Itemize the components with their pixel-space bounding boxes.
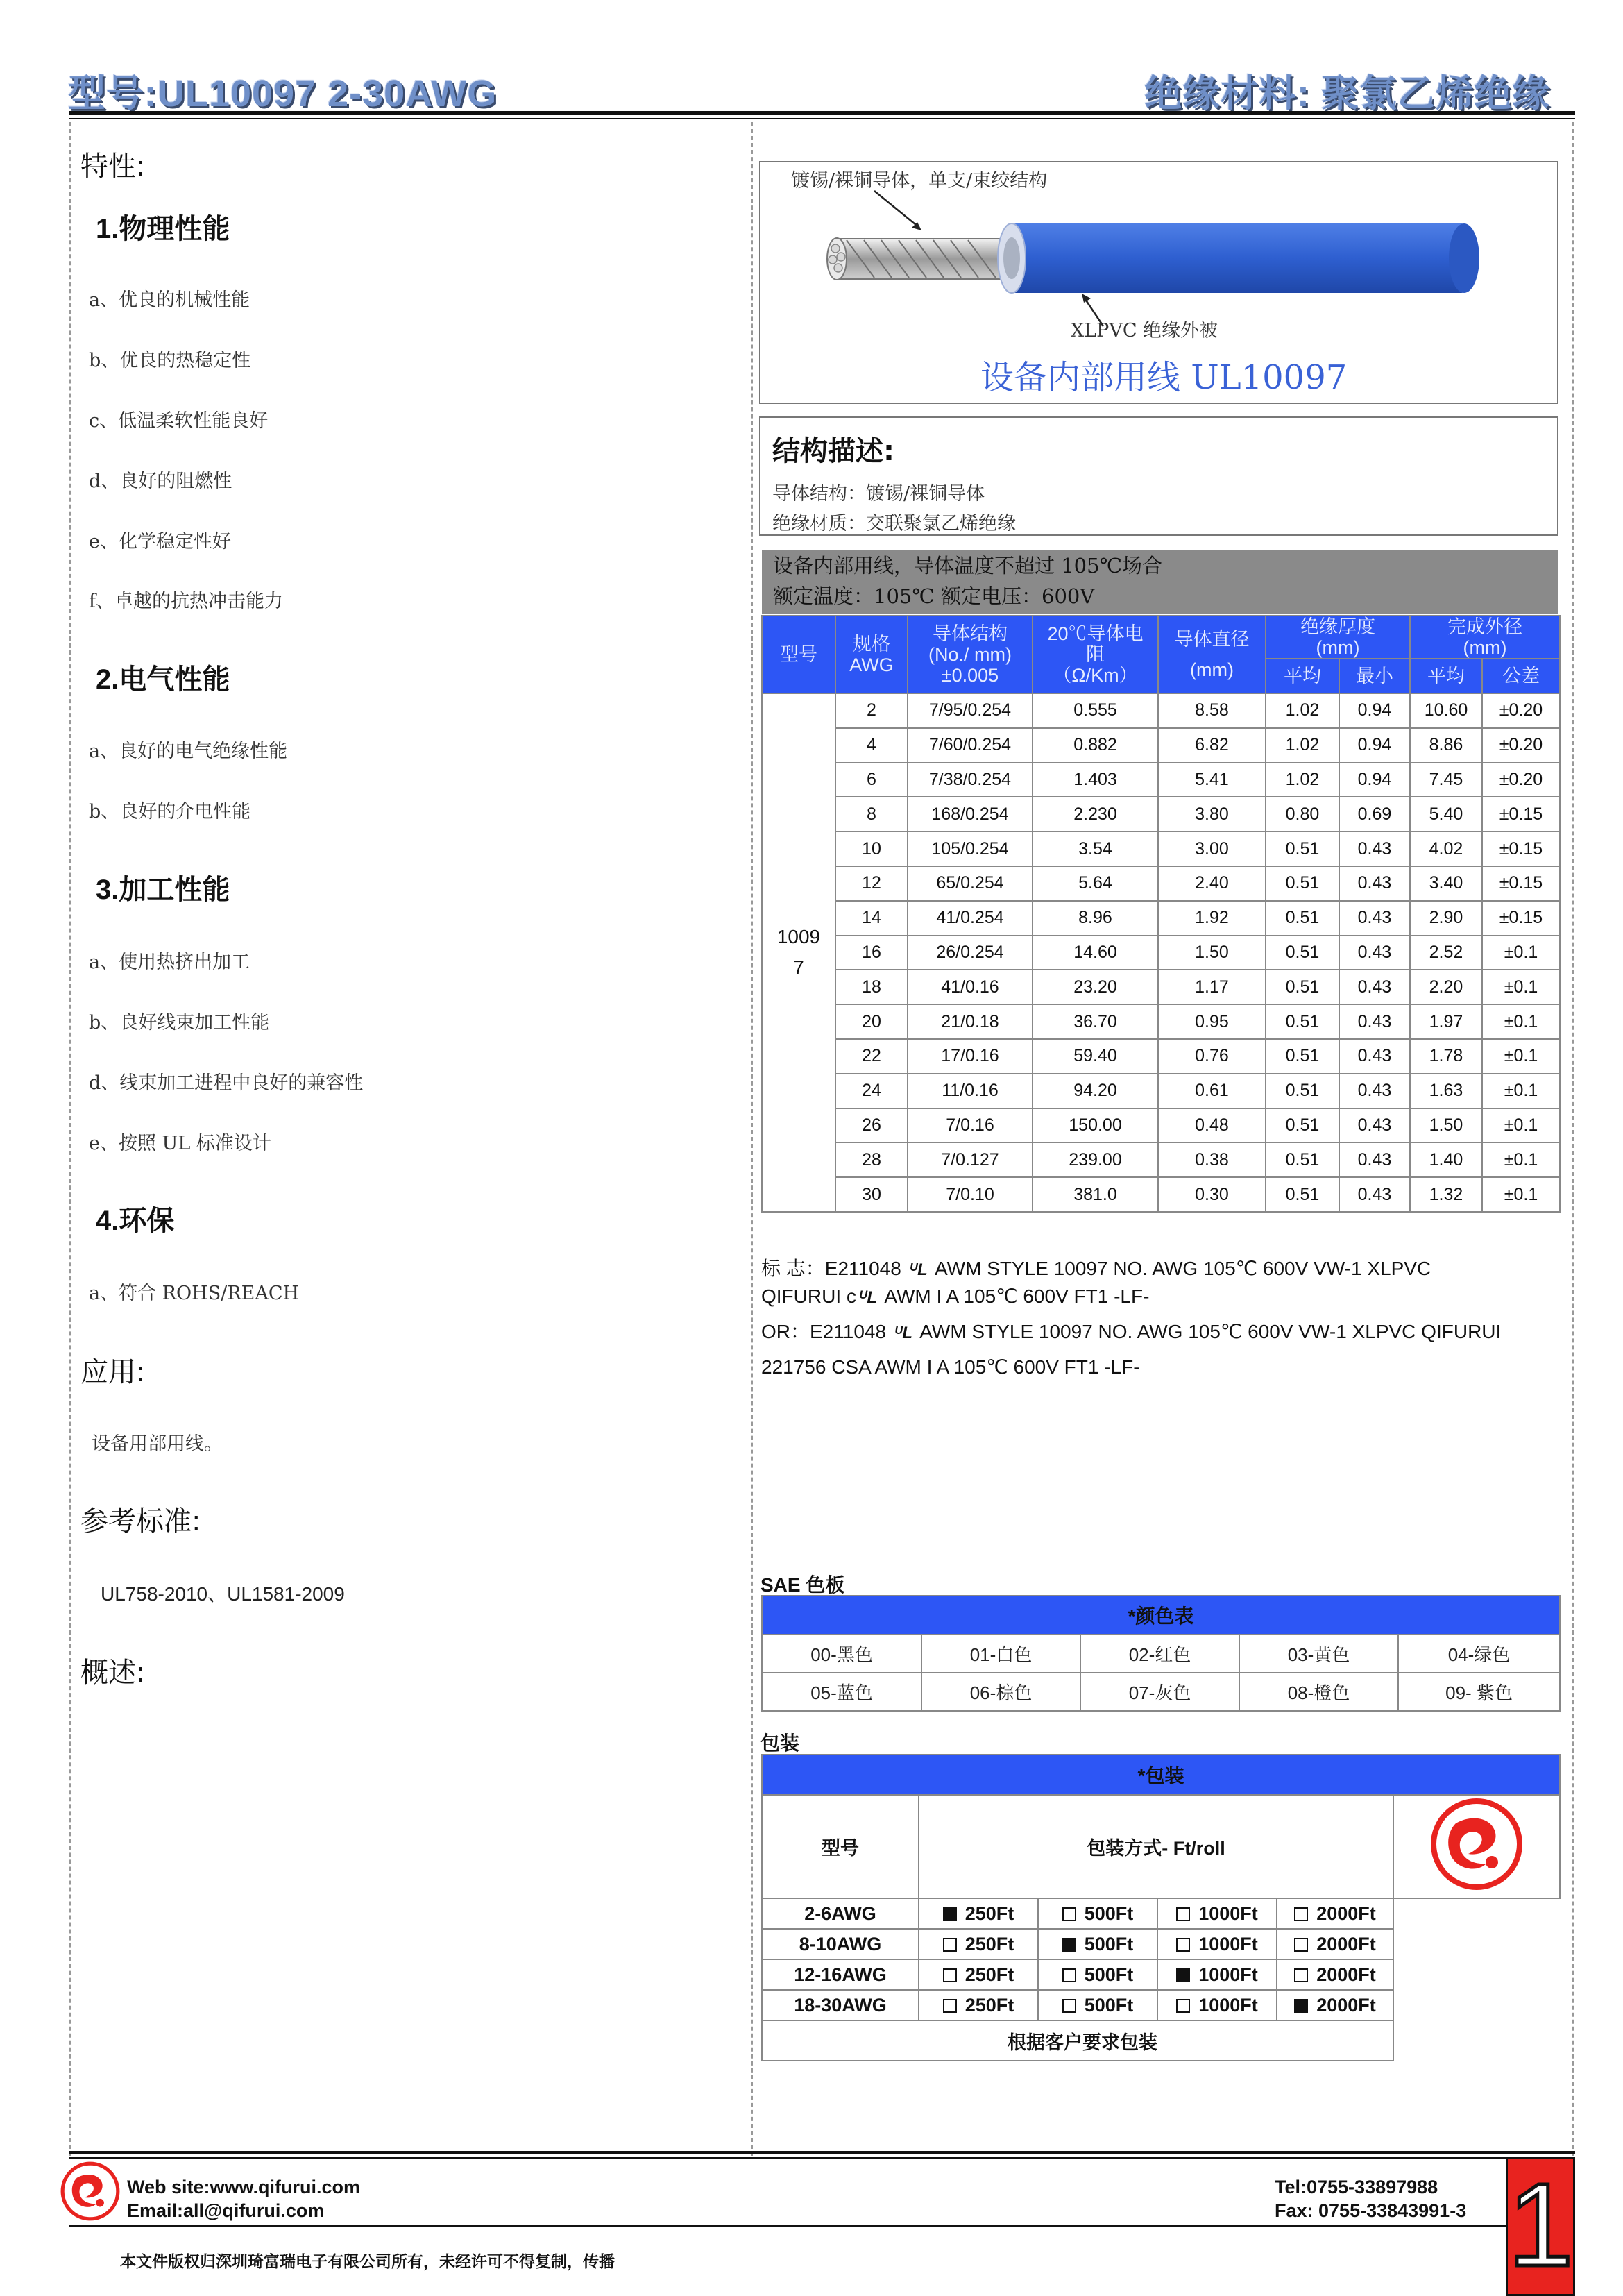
table-cell: 14: [835, 901, 908, 936]
table-cell: ±0.1: [1482, 1074, 1560, 1108]
marking-line-3: OR：E211048 ᵁL AWM STYLE 10097 NO. AWG 105℃ 600V VW-1 XLPVC QIFURUI: [761, 1321, 1502, 1342]
page-number-box: [1506, 2157, 1575, 2296]
table-cell: 17/0.16: [908, 1039, 1033, 1074]
diagram-title: 设备内部用线 UL10097: [980, 358, 1348, 397]
table-cell: 0.555: [1033, 693, 1158, 728]
packaging-model: 18-30AWG: [762, 1990, 919, 2020]
page-number: 1: [1508, 2159, 1574, 2291]
table-cell: 7/95/0.254: [908, 693, 1033, 728]
table-cell: 1.50: [1410, 1108, 1482, 1143]
packaging-option-label: 250Ft: [965, 1902, 1014, 1924]
table-cell: 7/0.16: [908, 1108, 1033, 1143]
packaging-option-label: 1000Ft: [1198, 1902, 1258, 1924]
table-cell: 0.48: [1158, 1108, 1266, 1143]
packaging-option: [919, 1990, 1038, 2020]
table-cell: 0.43: [1339, 1039, 1410, 1074]
list-item: a、符合 ROHS/REACH: [89, 1283, 300, 1304]
table-cell: 7/60/0.254: [908, 728, 1033, 763]
packaging-row: [762, 1929, 1560, 1959]
packaging-option-label: 2000Ft: [1316, 1994, 1376, 2016]
table-cell: ±0.1: [1482, 1004, 1560, 1039]
table-cell: 8.96: [1033, 901, 1158, 936]
standard-text: UL758-2010、UL1581-2009: [101, 1583, 345, 1605]
packaging-option: [1277, 1959, 1393, 1990]
table-cell: 6.82: [1158, 728, 1266, 763]
col-header-model: 型号: [762, 616, 835, 693]
table-cell: 1.17: [1158, 970, 1266, 1004]
col-header-avg-outer: 平均: [1410, 659, 1482, 693]
table-cell: 0.80: [1266, 797, 1339, 832]
marking-line-2: QIFURUI c ᵁL AWM I A 105℃ 600V FT1 -LF-: [761, 1285, 1150, 1307]
packaging-model: 12-16AWG: [762, 1959, 919, 1990]
table-cell: 0.94: [1339, 693, 1410, 728]
model-cell: 1009 7: [762, 693, 835, 1212]
group-heading-electrical: 2.电气性能: [96, 664, 230, 695]
unchecked-box-icon: [1176, 1999, 1190, 2013]
table-cell: 1.32: [1410, 1177, 1482, 1212]
unchecked-box-icon: [943, 1968, 957, 1982]
packaging-col-method: 包装方式- Ft/roll: [919, 1795, 1393, 1898]
table-row: [762, 1039, 1560, 1074]
table-row: [762, 1108, 1560, 1143]
col-header-thickness: 绝缘厚度 (mm): [1266, 616, 1410, 659]
application-heading: 应用:: [80, 1356, 146, 1388]
color-cell: 03-黄色: [1239, 1635, 1398, 1673]
packaging-option: [1157, 1990, 1277, 2020]
table-cell: 16: [835, 936, 908, 970]
cable-illustration: [826, 187, 1485, 333]
packaging-option-label: 250Ft: [965, 1994, 1014, 2016]
table-cell: 41/0.254: [908, 901, 1033, 936]
color-cell: 07-灰色: [1080, 1673, 1239, 1711]
table-row: [762, 797, 1560, 832]
table-cell: 59.40: [1033, 1039, 1158, 1074]
table-cell: 20: [835, 1004, 908, 1039]
table-cell: 0.43: [1339, 936, 1410, 970]
footer-divider: [69, 2225, 1506, 2227]
packaging-col-model: 型号: [762, 1795, 919, 1898]
overview-heading: 概述:: [80, 1657, 146, 1689]
rating-banner: [762, 550, 1558, 614]
packaging-caption: *包装: [762, 1755, 1560, 1795]
table-cell: 0.43: [1339, 1108, 1410, 1143]
table-cell: ±0.1: [1482, 1108, 1560, 1143]
table-cell: 0.51: [1266, 1004, 1339, 1039]
table-cell: ±0.1: [1482, 936, 1560, 970]
color-cell: 09- 紫色: [1398, 1673, 1560, 1711]
table-cell: ±0.15: [1482, 797, 1560, 832]
rating-line-2: 额定温度：105℃ 额定电压：600V: [773, 584, 1095, 608]
table-cell: 6: [835, 763, 908, 797]
packaging-option-label: 500Ft: [1084, 1933, 1134, 1955]
table-cell: 0.43: [1339, 1004, 1410, 1039]
list-item: d、线束加工进程中良好的兼容性: [89, 1072, 364, 1094]
unchecked-box-icon: [1176, 1907, 1190, 1921]
list-item: e、按照 UL 标准设计: [89, 1133, 271, 1154]
table-row: [762, 936, 1560, 970]
ul-mark-icon: ᵁL: [894, 1324, 913, 1342]
packaging-title: 包装: [760, 1732, 800, 1754]
packaging-option-label: 2000Ft: [1316, 1964, 1376, 1985]
table-cell: ±0.1: [1482, 970, 1560, 1004]
table-cell: 1.40: [1410, 1142, 1482, 1177]
color-cell: 02-红色: [1080, 1635, 1239, 1673]
marking-line-1: 标 志：E211048 ᵁL AWM STYLE 10097 NO. AWG 105℃ 600V VW-1 XLPVC: [761, 1258, 1431, 1279]
col-header-awg: 规格 AWG: [835, 616, 908, 693]
table-cell: 7/0.10: [908, 1177, 1033, 1212]
table-cell: 2.40: [1158, 866, 1266, 901]
marking-line-4: 221756 CSA AWM I A 105℃ 600V FT1 -LF-: [761, 1356, 1140, 1378]
packaging-row: [762, 1990, 1560, 2020]
table-cell: ±0.20: [1482, 693, 1560, 728]
packaging-option: [1038, 1929, 1157, 1959]
col-header-diameter: 导体直径 (mm): [1158, 616, 1266, 693]
packaging-option: [1038, 1898, 1157, 1929]
checked-box-icon: [1176, 1968, 1190, 1982]
table-cell: 36.70: [1033, 1004, 1158, 1039]
table-cell: 0.69: [1339, 797, 1410, 832]
table-cell: 3.54: [1033, 832, 1158, 866]
table-cell: 4.02: [1410, 832, 1482, 866]
frame-right-border: [1572, 122, 1574, 2156]
packaging-option: [1157, 1898, 1277, 1929]
brand-logo-cell: [1393, 1795, 1560, 1898]
list-item: b、良好的介电性能: [89, 801, 251, 822]
list-item: f、卓越的抗热冲击能力: [89, 591, 283, 612]
table-cell: 30: [835, 1177, 908, 1212]
list-item: a、优良的机械性能: [89, 289, 250, 311]
packaging-option: [1038, 1990, 1157, 2020]
table-cell: 0.43: [1339, 832, 1410, 866]
checked-box-icon: [943, 1907, 957, 1921]
packaging-option-label: 2000Ft: [1316, 1933, 1376, 1955]
table-cell: ±0.15: [1482, 832, 1560, 866]
packaging-option: [1277, 1898, 1393, 1929]
table-cell: 22: [835, 1039, 908, 1074]
list-item: c、低温柔软性能良好: [89, 410, 269, 432]
packaging-option: [1277, 1929, 1393, 1959]
packaging-model: 2-6AWG: [762, 1898, 919, 1929]
table-row: [762, 1004, 1560, 1039]
footer-email: Email:all@qifurui.com: [127, 2200, 325, 2221]
table-cell: 0.51: [1266, 1039, 1339, 1074]
table-row: [762, 728, 1560, 763]
rating-line-1: 设备内部用线，导体温度不超过 105℃场合: [773, 554, 1163, 577]
table-cell: 1.50: [1158, 936, 1266, 970]
table-row: [762, 1177, 1560, 1212]
list-item: d、良好的阻燃性: [89, 471, 232, 492]
table-cell: 5.41: [1158, 763, 1266, 797]
table-cell: 0.51: [1266, 1142, 1339, 1177]
unchecked-box-icon: [1294, 1907, 1308, 1921]
table-cell: 0.51: [1266, 1074, 1339, 1108]
footer-copyright: 本文件版权归深圳琦富瑞电子有限公司所有，未经许可不得复制，传播: [120, 2253, 615, 2271]
checked-box-icon: [1062, 1938, 1076, 1952]
color-board-title: SAE 色板: [760, 1574, 845, 1596]
unchecked-box-icon: [1062, 1907, 1076, 1921]
table-cell: 26/0.254: [908, 936, 1033, 970]
table-cell: 0.51: [1266, 901, 1339, 936]
list-item: a、使用热挤出加工: [89, 952, 250, 973]
table-cell: 0.43: [1339, 1142, 1410, 1177]
list-item: b、良好线束加工性能: [89, 1012, 270, 1033]
table-cell: 8.58: [1158, 693, 1266, 728]
table-cell: 0.94: [1339, 728, 1410, 763]
table-cell: 0.43: [1339, 901, 1410, 936]
characteristics-heading: 特性:: [80, 151, 146, 183]
packaging-option: [1277, 1990, 1393, 2020]
table-cell: ±0.20: [1482, 763, 1560, 797]
table-cell: 0.43: [1339, 970, 1410, 1004]
table-row: [762, 901, 1560, 936]
table-cell: 8.86: [1410, 728, 1482, 763]
insulation-label: XLPVC 绝缘外被: [1071, 320, 1218, 341]
packaging-row: [762, 1898, 1560, 1929]
table-cell: 0.38: [1158, 1142, 1266, 1177]
application-text: 设备用部用线。: [92, 1433, 223, 1455]
packaging-option-label: 2000Ft: [1316, 1902, 1376, 1924]
conductor-structure: 导体结构：镀锡/裸铜导体: [772, 483, 985, 505]
table-cell: 65/0.254: [908, 866, 1033, 901]
standard-heading: 参考标准:: [80, 1505, 201, 1537]
unchecked-box-icon: [1176, 1938, 1190, 1952]
table-cell: 0.43: [1339, 1074, 1410, 1108]
footer-rule: [69, 2151, 1575, 2154]
column-divider: [751, 122, 753, 2156]
table-cell: 0.43: [1339, 1177, 1410, 1212]
packaging-option: [1038, 1959, 1157, 1990]
ul-mark-icon: ᵁL: [858, 1288, 878, 1307]
color-table-caption: *颜色表: [762, 1596, 1560, 1635]
table-cell: 1.97: [1410, 1004, 1482, 1039]
packaging-option: [1157, 1929, 1277, 1959]
table-row: [762, 763, 1560, 797]
packaging-option-label: 1000Ft: [1198, 1933, 1258, 1955]
packaging-note: 根据客户要求包装: [762, 2020, 1393, 2061]
table-cell: 12: [835, 866, 908, 901]
col-header-structure: 导体结构 (No./ mm) ±0.005: [908, 616, 1033, 693]
table-cell: ±0.1: [1482, 1142, 1560, 1177]
header-rule-thin: [69, 118, 1575, 119]
color-table: [761, 1595, 1561, 1712]
table-cell: 7.45: [1410, 763, 1482, 797]
packaging-option-label: 500Ft: [1084, 1994, 1134, 2016]
packaging-option-label: 250Ft: [965, 1933, 1014, 1955]
color-cell: 00-黑色: [762, 1635, 921, 1673]
table-cell: 1.403: [1033, 763, 1158, 797]
table-cell: 1.02: [1266, 763, 1339, 797]
packaging-option-label: 1000Ft: [1198, 1994, 1258, 2016]
table-cell: 7/38/0.254: [908, 763, 1033, 797]
col-header-resistance: 20℃导体电 阻 （Ω/Km）: [1033, 616, 1158, 693]
table-cell: 41/0.16: [908, 970, 1033, 1004]
table-cell: 0.882: [1033, 728, 1158, 763]
packaging-option-label: 500Ft: [1084, 1964, 1134, 1985]
table-row: [762, 970, 1560, 1004]
table-cell: 0.51: [1266, 1177, 1339, 1212]
table-cell: 0.94: [1339, 763, 1410, 797]
packaging-row: [762, 1959, 1560, 1990]
table-cell: 1.78: [1410, 1039, 1482, 1074]
packaging-option-label: 1000Ft: [1198, 1964, 1258, 1985]
unchecked-box-icon: [1062, 1968, 1076, 1982]
packaging-option-label: 500Ft: [1084, 1902, 1134, 1924]
table-cell: 10.60: [1410, 693, 1482, 728]
ul-mark-icon: ᵁL: [909, 1260, 928, 1279]
table-cell: 0.51: [1266, 1108, 1339, 1143]
table-row: [762, 1074, 1560, 1108]
table-cell: 4: [835, 728, 908, 763]
table-cell: 168/0.254: [908, 797, 1033, 832]
table-row: [762, 866, 1560, 901]
table-cell: 2.52: [1410, 936, 1482, 970]
list-item: a、良好的电气绝缘性能: [89, 741, 288, 762]
table-cell: 1.63: [1410, 1074, 1482, 1108]
insulation-material: 绝缘材质：交联聚氯乙烯绝缘: [772, 513, 1016, 534]
packaging-option: [919, 1898, 1038, 1929]
structure-heading: 结构描述:: [772, 435, 894, 467]
table-cell: 2.230: [1033, 797, 1158, 832]
table-cell: 2: [835, 693, 908, 728]
table-row: [762, 1142, 1560, 1177]
col-header-min: 最小: [1339, 659, 1410, 693]
table-cell: 2.20: [1410, 970, 1482, 1004]
frame-left-border: [69, 122, 71, 2156]
spec-table: [761, 615, 1561, 1213]
table-cell: 0.51: [1266, 866, 1339, 901]
insulation-material-title: 绝缘材料: 聚氯乙烯绝缘: [1144, 73, 1550, 115]
table-cell: 150.00: [1033, 1108, 1158, 1143]
table-cell: 24: [835, 1074, 908, 1108]
table-cell: ±0.1: [1482, 1039, 1560, 1074]
unchecked-box-icon: [943, 1999, 957, 2013]
unchecked-box-icon: [1294, 1938, 1308, 1952]
table-cell: 0.51: [1266, 970, 1339, 1004]
table-cell: 1.02: [1266, 693, 1339, 728]
table-cell: 11/0.16: [908, 1074, 1033, 1108]
color-cell: 06-棕色: [921, 1673, 1080, 1711]
table-cell: 3.40: [1410, 866, 1482, 901]
conductor-label: 镀锡/裸铜导体，单支/束绞结构: [791, 170, 1048, 192]
unchecked-box-icon: [1062, 1999, 1076, 2013]
table-cell: 105/0.254: [908, 832, 1033, 866]
table-cell: 21/0.18: [908, 1004, 1033, 1039]
table-cell: 2.90: [1410, 901, 1482, 936]
packaging-option: [1157, 1959, 1277, 1990]
packaging-option-label: 250Ft: [965, 1964, 1014, 1985]
checked-box-icon: [1294, 1999, 1308, 2013]
footer-website: Web site:www.qifurui.com: [127, 2177, 361, 2197]
table-cell: 14.60: [1033, 936, 1158, 970]
group-heading-processing: 3.加工性能: [96, 875, 230, 905]
header-rule: [69, 111, 1575, 115]
table-cell: 0.30: [1158, 1177, 1266, 1212]
table-cell: ±0.15: [1482, 901, 1560, 936]
table-cell: 18: [835, 970, 908, 1004]
model-title: 型号:UL10097 2-30AWG: [68, 73, 498, 115]
color-cell: 01-白色: [921, 1635, 1080, 1673]
col-header-avg: 平均: [1266, 659, 1339, 693]
packaging-option: [919, 1929, 1038, 1959]
col-header-tolerance: 公差: [1482, 659, 1560, 693]
packaging-table: [761, 1754, 1561, 2061]
table-cell: ±0.20: [1482, 728, 1560, 763]
group-heading-physical: 1.物理性能: [96, 214, 230, 244]
packaging-model: 8-10AWG: [762, 1929, 919, 1959]
table-cell: ±0.1: [1482, 1177, 1560, 1212]
table-cell: 1.02: [1266, 728, 1339, 763]
group-heading-environmental: 4.环保: [96, 1206, 175, 1236]
table-cell: 0.51: [1266, 936, 1339, 970]
packaging-option: [919, 1959, 1038, 1990]
table-cell: 3.80: [1158, 797, 1266, 832]
table-cell: 94.20: [1033, 1074, 1158, 1108]
table-cell: 26: [835, 1108, 908, 1143]
col-header-outer-diameter: 完成外径 (mm): [1410, 616, 1560, 659]
table-row: [762, 832, 1560, 866]
table-cell: 3.00: [1158, 832, 1266, 866]
table-cell: 7/0.127: [908, 1142, 1033, 1177]
footer-logo-icon: [59, 2160, 121, 2222]
footer-rule-thin: [69, 2157, 1575, 2159]
table-cell: 381.0: [1033, 1177, 1158, 1212]
table-cell: 10: [835, 832, 908, 866]
footer-tel: Tel:0755-33897988: [1275, 2177, 1438, 2197]
table-cell: 23.20: [1033, 970, 1158, 1004]
table-cell: 239.00: [1033, 1142, 1158, 1177]
color-cell: 05-蓝色: [762, 1673, 921, 1711]
table-cell: 5.64: [1033, 866, 1158, 901]
table-cell: ±0.15: [1482, 866, 1560, 901]
color-cell: 04-绿色: [1398, 1635, 1560, 1673]
footer-fax: Fax: 0755-33843991-3: [1275, 2200, 1467, 2221]
list-item: b、优良的热稳定性: [89, 350, 251, 371]
unchecked-box-icon: [943, 1938, 957, 1952]
table-cell: 8: [835, 797, 908, 832]
table-cell: 0.95: [1158, 1004, 1266, 1039]
table-cell: 5.40: [1410, 797, 1482, 832]
unchecked-box-icon: [1294, 1968, 1308, 1982]
color-cell: 08-橙色: [1239, 1673, 1398, 1711]
brand-logo-icon: [1428, 1796, 1525, 1893]
table-cell: 0.51: [1266, 832, 1339, 866]
table-cell: 0.76: [1158, 1039, 1266, 1074]
table-cell: 0.43: [1339, 866, 1410, 901]
table-row: [762, 693, 1560, 728]
table-cell: 1.92: [1158, 901, 1266, 936]
table-cell: 0.61: [1158, 1074, 1266, 1108]
list-item: e、化学稳定性好: [89, 531, 231, 552]
table-cell: 28: [835, 1142, 908, 1177]
